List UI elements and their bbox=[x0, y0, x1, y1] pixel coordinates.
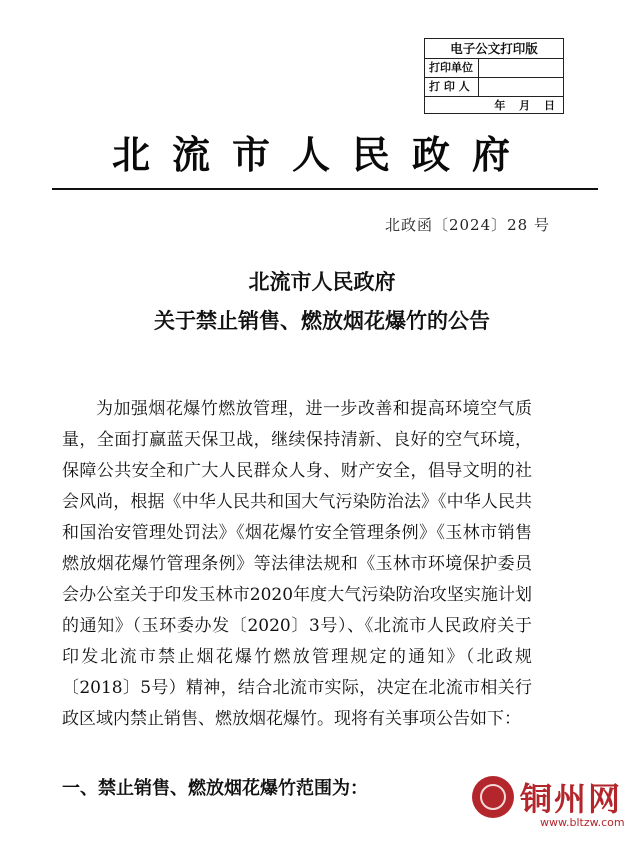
watermark-url: www.bltzw.com bbox=[540, 816, 625, 829]
notice-title-line-2: 关于禁止销售、燃放烟花爆竹的公告 bbox=[154, 309, 490, 333]
print-person-row bbox=[425, 78, 563, 97]
document-number: 北政函〔2024〕28 号 bbox=[384, 216, 550, 234]
print-unit-label: 打印单位 bbox=[425, 59, 479, 77]
masthead: 北流市人民政府 bbox=[111, 133, 532, 177]
watermark-name: 铜州网 bbox=[520, 780, 623, 818]
seal-logo-icon bbox=[472, 776, 514, 818]
body-paragraph: 为加强烟花爆竹燃放管理，进一步改善和提高环境空气质量，全面打赢蓝天保卫战，继续保持清新、良好的空气环境，保障公共安全和广大人民群众人身、财产安全，倡导文明的社会风尚，根据《中华人民共和国大气污染防治法》《中华人民共和国治安管理处罚法》《烟花爆竹安全管理条例》《玉林市销售燃放烟花爆竹管理条例》等法律法规和《玉林市环境保护委员会办公室关于印发玉林市2020年度大气污染防治攻坚实施计划的通知》（玉环委办发〔2020〕3号）、《北流市人民政府关于印发北流市禁止烟花爆竹燃放管理规定的通知》（北政规〔2018〕5号）精神，结合北流市实际，决定在北流市相关行政区域内禁止销售、燃放烟花爆竹。现将有关事项公告如下： bbox=[62, 399, 532, 729]
masthead-divider bbox=[52, 188, 598, 190]
print-date-label: 年 月 日 bbox=[494, 99, 555, 112]
section-heading-1: 一、禁止销售、燃放烟花爆竹范围为： bbox=[62, 778, 368, 799]
print-version-box bbox=[424, 38, 564, 114]
site-watermark bbox=[472, 774, 638, 836]
notice-title-line-1: 北流市人民政府 bbox=[248, 270, 396, 294]
print-person-label: 打 印 人 bbox=[425, 78, 479, 96]
print-box-heading: 电子公文打印版 bbox=[425, 39, 563, 59]
print-unit-row bbox=[425, 59, 563, 78]
print-date-row bbox=[425, 97, 563, 115]
